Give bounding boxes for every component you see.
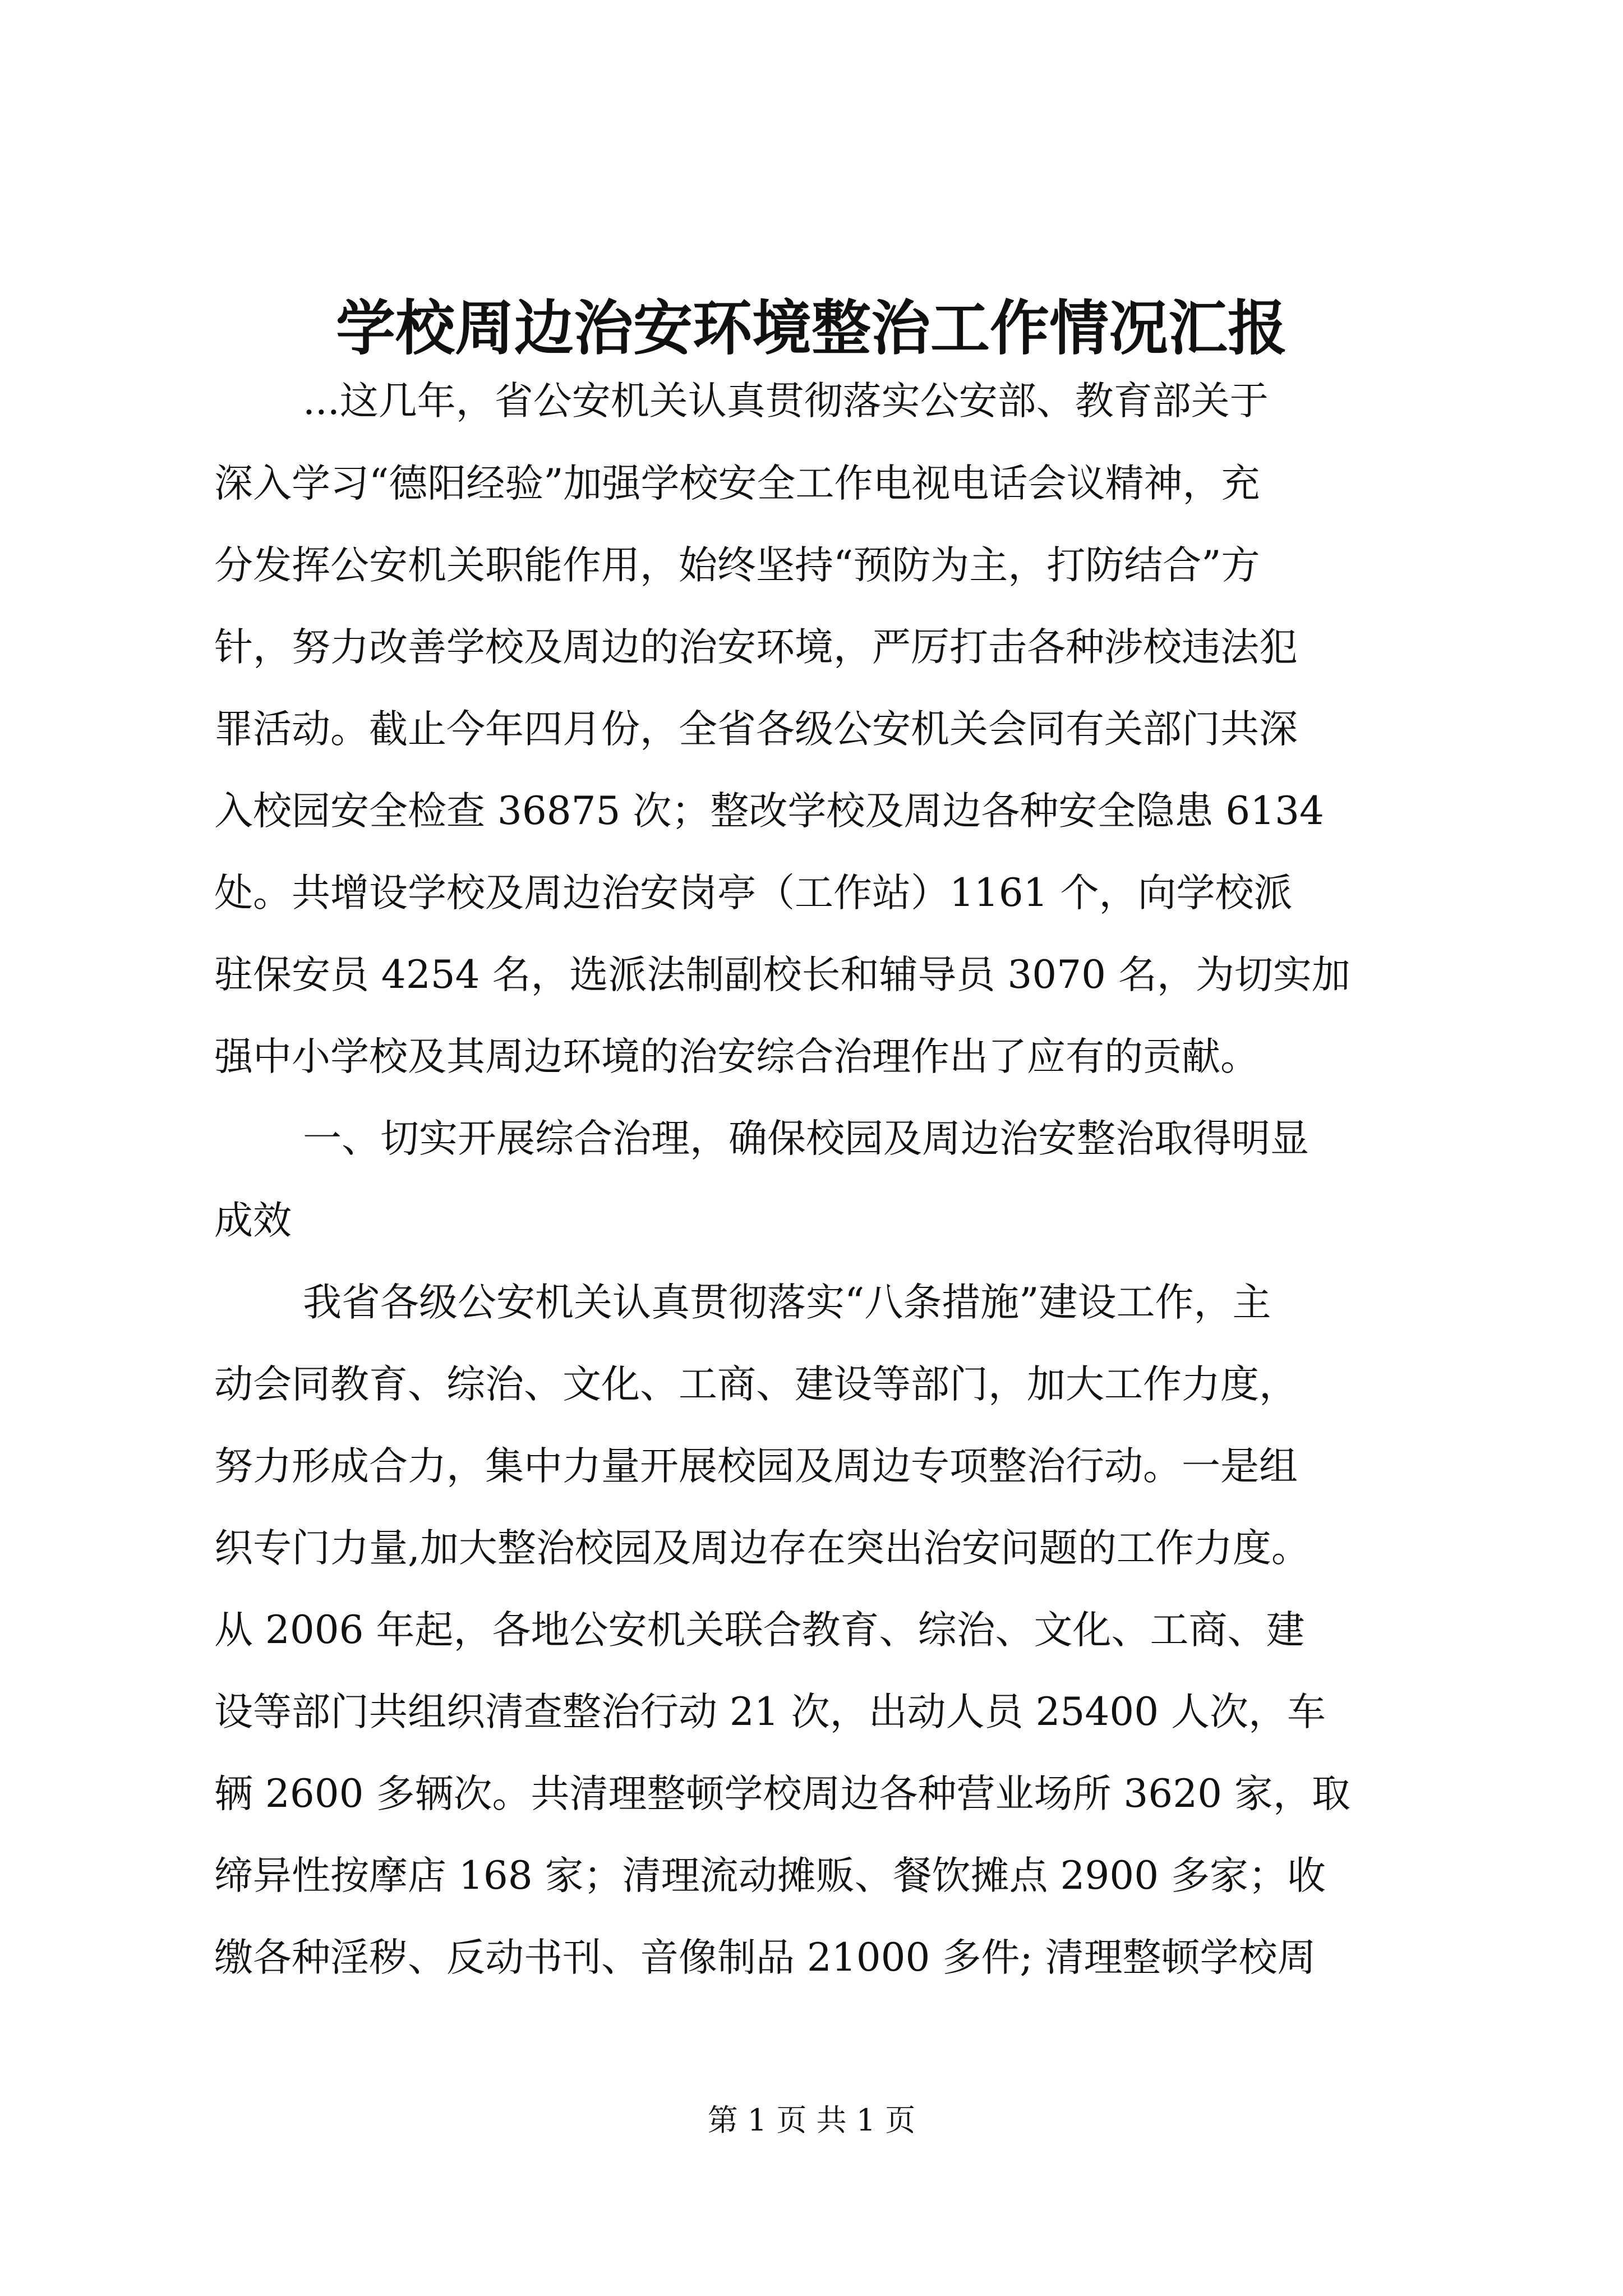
body-line-7: 处。共增设学校及周边治安岗亭（工作站）1161 个，向学校派 (214, 871, 1293, 915)
body-line-16: 辆 2600 多辆次。共清理整顿学校周边各种营业场所 3620 家，取 (214, 1772, 1350, 1816)
body-line-11: 动会同教育、综治、文化、工商、建设等部门，加大工作力度， (214, 1362, 1298, 1407)
body-line-2: 深入学习“德阳经验”加强学校安全工作电视电话会议精神，充 (214, 461, 1260, 506)
page-footer: 第 1 页 共 1 页 (707, 2102, 916, 2138)
body-line-1: ...这几年，省公安机关认真贯彻落实公安部、教育部关于 (303, 379, 1269, 424)
section-heading-line-1: 一、切实开展综合治理，确保校园及周边治安整治取得明显 (303, 1116, 1309, 1161)
section-heading-line-2: 成效 (214, 1198, 292, 1243)
body-line-3: 分发挥公安机关职能作用，始终坚持“预防为主，打防结合”方 (214, 543, 1260, 588)
body-line-4: 针，努力改善学校及周边的治安环境，严厉打击各种涉校违法犯 (214, 625, 1298, 670)
document-title: 学校周边治安环境整治工作情况汇报 (336, 293, 1287, 363)
body-line-12: 努力形成合力，集中力量开展校园及周边专项整治行动。一是组 (214, 1444, 1298, 1489)
body-line-15: 设等部门共组织清查整治行动 21 次，出动人员 25400 人次，车 (214, 1690, 1326, 1734)
body-line-9: 强中小学校及其周边环境的治安综合治理作出了应有的贡献。 (214, 1034, 1259, 1079)
body-line-5: 罪活动。截止今年四月份，全省各级公安机关会同有关部门共深 (214, 707, 1298, 752)
body-line-17: 缔异性按摩店 168 家；清理流动摊贩、餐饮摊点 2900 多家；收 (214, 1853, 1326, 1898)
body-line-18: 缴各种淫秽、反动书刊、音像制品 21000 多件; 清理整顿学校周 (214, 1935, 1316, 1980)
body-line-6: 入校园安全检查 36875 次；整改学校及周边各种安全隐患 6134 (214, 789, 1324, 834)
body-line-14: 从 2006 年起，各地公安机关联合教育、综治、文化、工商、建 (214, 1608, 1305, 1653)
body-line-10: 我省各级公安机关认真贯彻落实“八条措施”建设工作，主 (303, 1280, 1271, 1325)
body-line-8: 驻保安员 4254 名，选派法制副校长和辅导员 3070 名，为切实加 (214, 953, 1350, 997)
body-line-13: 织专门力量,加大整治校园及周边存在突出治安问题的工作力度。 (214, 1526, 1310, 1571)
